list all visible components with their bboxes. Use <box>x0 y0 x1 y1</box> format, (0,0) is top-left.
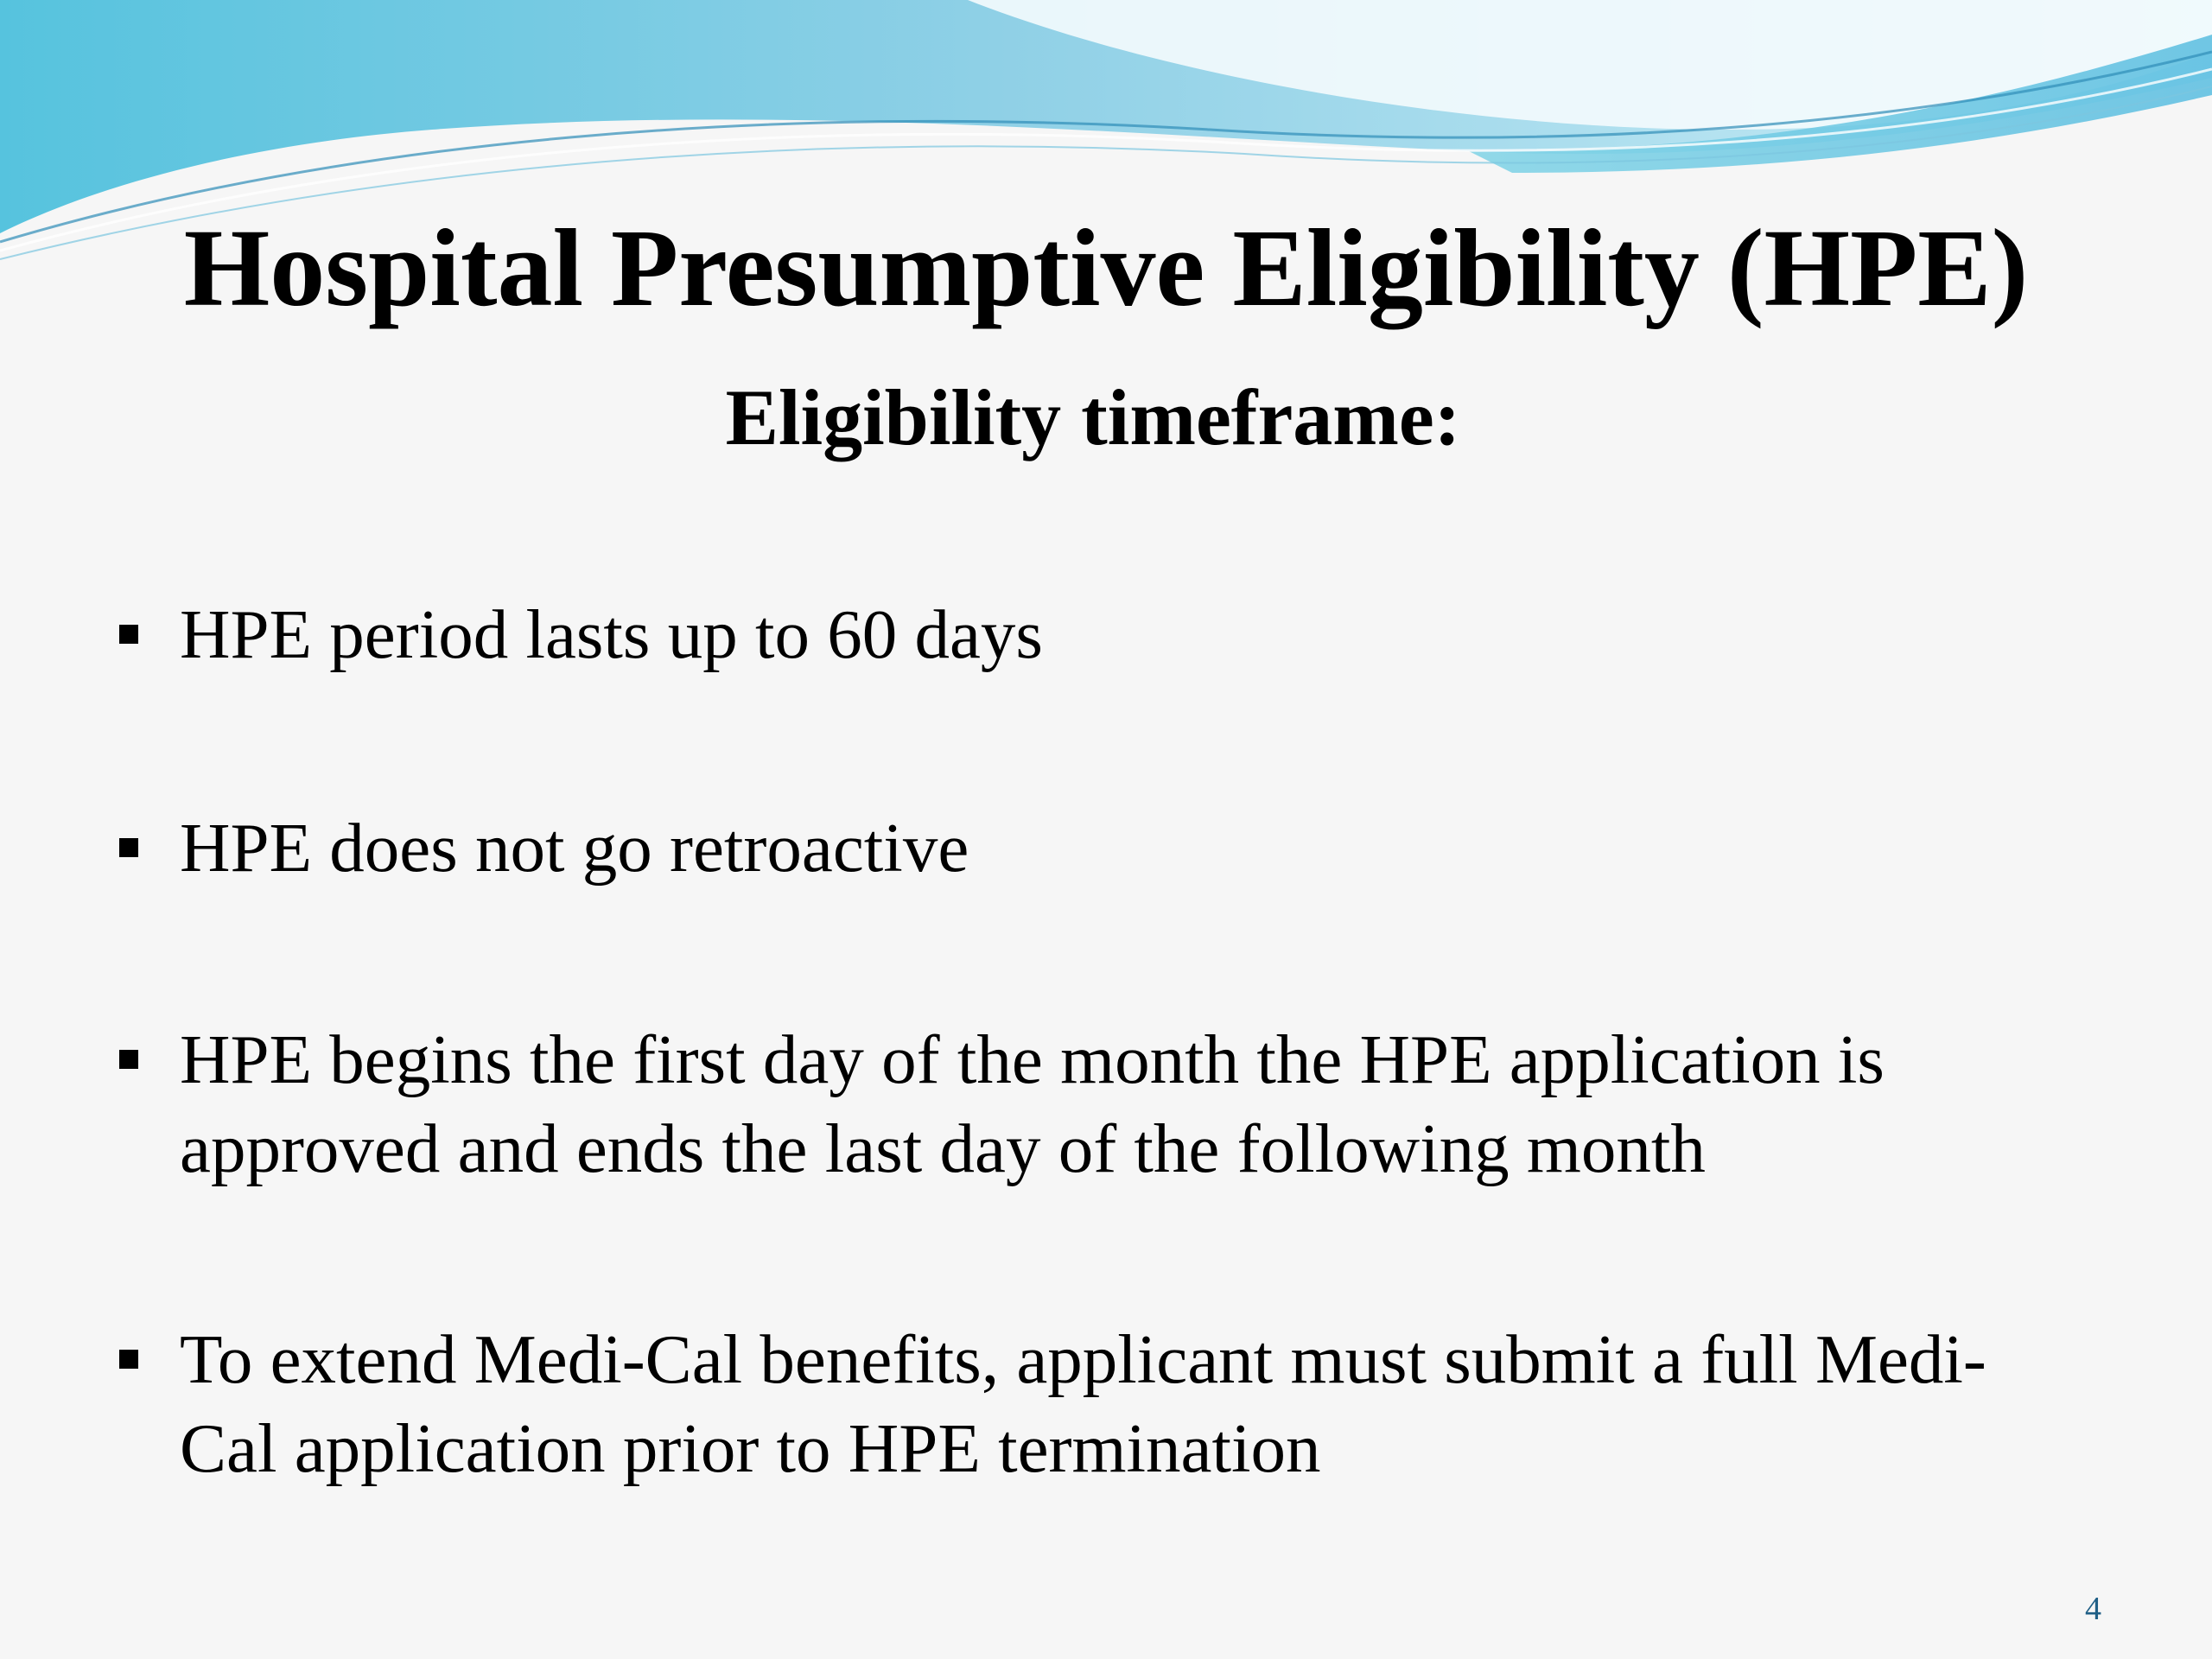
bullet-item <box>180 590 2063 679</box>
square-bullet-icon <box>119 1350 138 1369</box>
square-bullet-icon <box>119 625 138 644</box>
page-number: 4 <box>2085 1591 2101 1627</box>
slide-subtitle: Eligibility timeframe: <box>725 373 1461 461</box>
bullet-item <box>180 1315 2063 1493</box>
bullet-item <box>180 1015 2063 1193</box>
square-bullet-icon <box>119 1050 138 1069</box>
bullet-text: HPE begins the first day of the month the HPE application is approved and ends the last day of the following month <box>180 1020 1885 1187</box>
slide-title: Hospital Presumptive Eligibility (HPE) <box>183 207 2029 329</box>
square-bullet-icon <box>119 838 138 857</box>
bullet-text: HPE does not go retroactive <box>180 809 969 887</box>
bullet-text: HPE period lasts up to 60 days <box>180 595 1043 673</box>
bullet-item <box>180 804 2063 893</box>
bullet-text: To extend Medi-Cal benefits, applicant must submit a full Medi-Cal application prior to HPE termination <box>180 1320 1986 1487</box>
